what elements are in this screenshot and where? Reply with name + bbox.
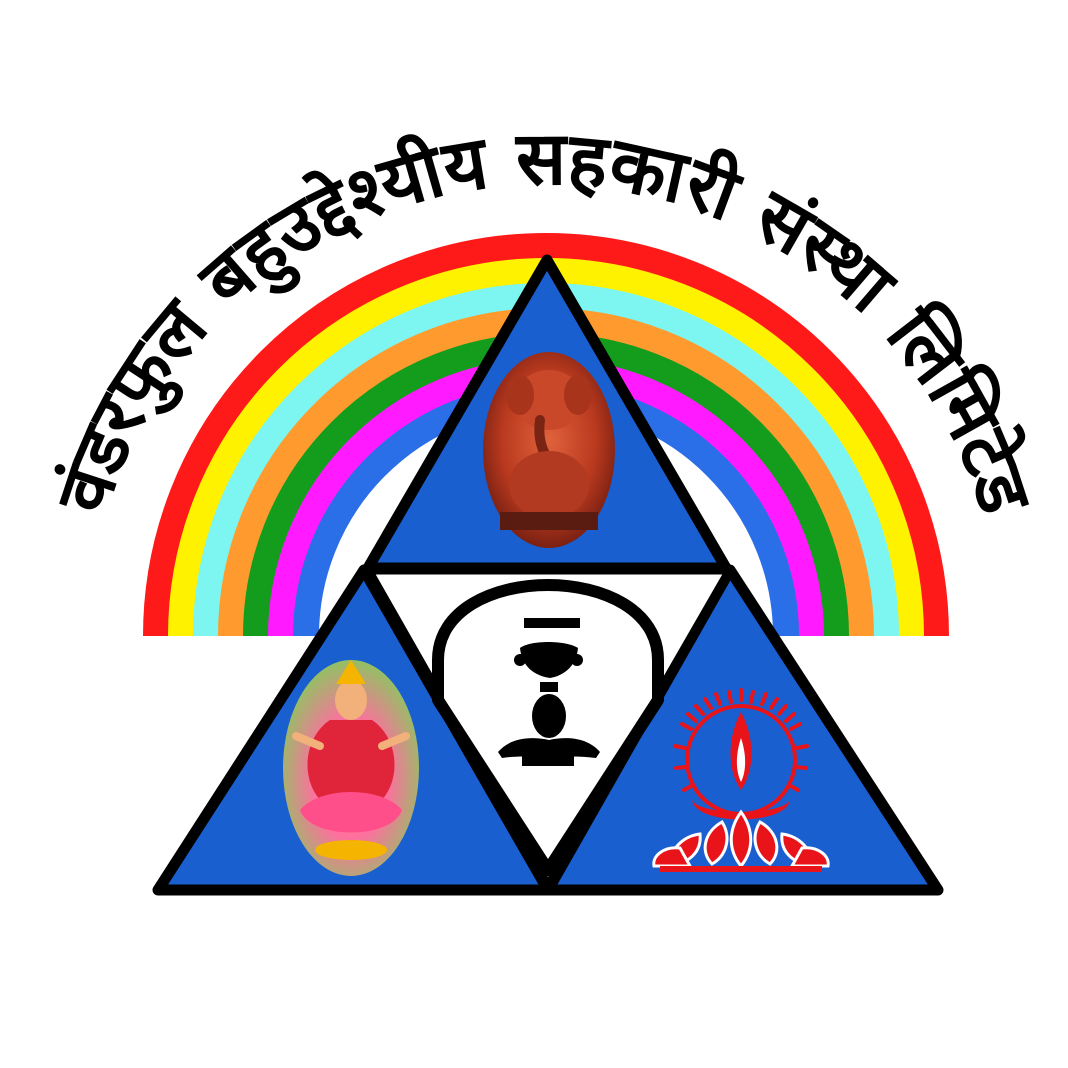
organisation-title: वंडरफुल बहुउद्देश्यीय सहकारी संस्था लिमिटेड (39, 115, 1049, 523)
ganesha-deity-icon (483, 352, 615, 548)
lakshmi-deity-icon (283, 660, 419, 876)
